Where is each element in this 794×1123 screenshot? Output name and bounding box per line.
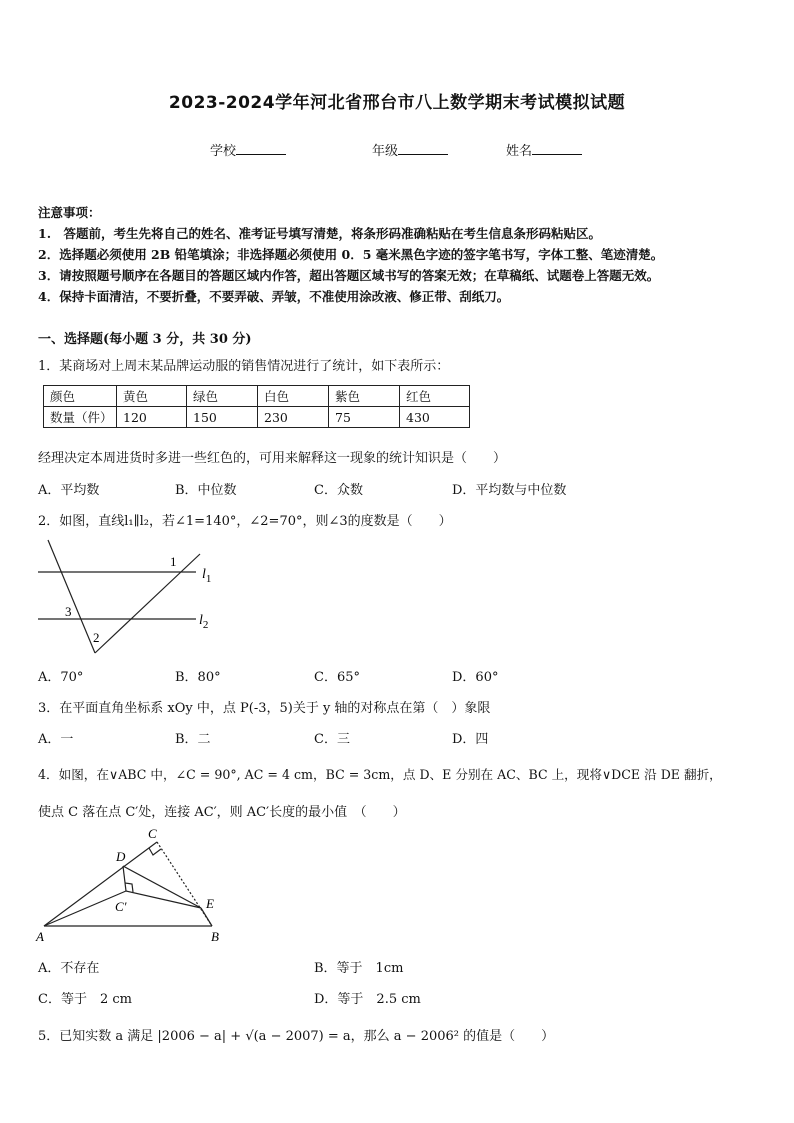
q4-stem-2: 使点 C 落在点 C′处，连接 AC′，则 AC′长度的最小值 （ ）: [38, 805, 406, 820]
table-row: [44, 407, 470, 428]
l1-letter: l: [202, 567, 206, 582]
point-e-label: E: [206, 896, 214, 911]
table-cell: 430: [400, 407, 470, 428]
segment-ac: [44, 842, 157, 926]
q3-option-a: A．一: [38, 732, 74, 747]
q1-option-c: C．众数: [314, 483, 363, 498]
q1-option-d: D．平均数与中位数: [452, 483, 567, 498]
l1-label: [202, 567, 211, 585]
q4-stem: 4．如图，在∨ABC 中，∠C = 90°, AC = 4 cm，BC = 3cm，点 D、E 分别在 AC、BC 上，现将∨DCE 沿 DE 翻折，: [38, 767, 722, 782]
grade-field: [372, 140, 448, 159]
table-cell: 75: [329, 407, 400, 428]
l2-label: [199, 613, 208, 631]
q4-figure: [34, 824, 234, 946]
transversal-left: [48, 540, 95, 653]
q1-option-a: A．平均数: [38, 483, 100, 498]
table-cell: 颜色: [44, 386, 117, 407]
q4-option-c: C．等于 2 cm: [38, 992, 132, 1007]
q3-option-d: D．四: [452, 732, 489, 747]
q1-stem: 1．某商场对上周末某品牌运动服的销售情况进行了统计，如下表所示：: [38, 359, 450, 374]
segment-cpe: [126, 891, 201, 908]
right-angle-mark-c: [149, 848, 161, 855]
transversal-right: [95, 554, 200, 653]
q4-option-d: D．等于 2.5 cm: [314, 992, 421, 1007]
angle-2-label: 2: [93, 630, 100, 645]
school-field: [210, 140, 286, 159]
angle-1-label: 1: [170, 554, 177, 569]
note-item: 1. 答题前，考生先将自己的姓名、准考证号填写清楚，将条形码准确粘贴在考生信息条形码粘贴区。: [38, 226, 602, 241]
note-item: 3．请按照题号顺序在各题目的答题区域内作答，超出答题区域书写的答案无效；在草稿纸、试题卷上答题无效。: [38, 268, 660, 283]
grade-blank: [398, 142, 448, 155]
table-cell: 黄色: [117, 386, 187, 407]
table-row: [44, 386, 470, 407]
point-b-label: B: [211, 929, 219, 944]
segment-de: [123, 866, 201, 908]
q4-option-b: B．等于 1cm: [314, 961, 404, 976]
q1-table: [43, 385, 470, 428]
table-cell: 紫色: [329, 386, 400, 407]
table-cell: 230: [258, 407, 329, 428]
note-item: 2．选择题必须使用 2B 铅笔填涂；非选择题必须使用 0．5 毫米黑色字迹的签字笔书写，字体工整、笔迹清楚。: [38, 247, 664, 262]
q2-figure: [34, 536, 224, 658]
l2-letter: l: [199, 613, 203, 628]
point-a-label: A: [36, 929, 44, 944]
l2-subscript: 2: [202, 619, 209, 631]
note-item: 4．保持卡面清洁，不要折叠，不要弄破、弄皱，不准使用涂改液、修正带、刮纸刀。: [38, 289, 510, 304]
table-cell: 绿色: [187, 386, 258, 407]
segment-dcp: [123, 866, 126, 891]
notes: [38, 202, 663, 307]
point-c-label: C: [148, 826, 157, 841]
q2-option-d: D．60°: [452, 670, 499, 685]
q3-option-c: C．三: [314, 732, 350, 747]
table-cell: 120: [117, 407, 187, 428]
table-cell: 白色: [258, 386, 329, 407]
table-cell: 红色: [400, 386, 470, 407]
q2-option-a: A．70°: [38, 670, 84, 685]
section-heading: 一、选择题(每小题 3 分，共 30 分): [38, 332, 252, 347]
school-blank: [236, 142, 286, 155]
name-blank: [532, 142, 582, 155]
table-cell: 数量（件）: [44, 407, 117, 428]
q3-stem: 3．在平面直角坐标系 xOy 中，点 P(-3，5)关于 y 轴的对称点在第（ ）象限: [38, 701, 491, 716]
q1-option-b: B．中位数: [175, 483, 237, 498]
q2-option-b: B．80°: [175, 670, 221, 685]
q2-option-c: C．65°: [314, 670, 360, 685]
q4-option-a: A．不存在: [38, 961, 100, 976]
name-field: [506, 140, 582, 159]
q2-stem: 2．如图，直线l₁∥l₂，若∠1=140°，∠2=70°，则∠3的度数是（ ）: [38, 514, 452, 529]
name-label: 姓名: [506, 144, 533, 159]
angle-3-label: 3: [65, 604, 72, 619]
school-label: 学校: [210, 144, 237, 159]
page-title: 2023-2024学年河北省邢台市八上数学期末考试模拟试题: [168, 93, 626, 113]
grade-label: 年级: [372, 144, 399, 159]
point-cprime-label: C′: [115, 899, 127, 914]
table-cell: 150: [187, 407, 258, 428]
notes-heading: 注意事项：: [38, 205, 101, 220]
l1-subscript: 1: [205, 573, 212, 585]
q1-question: 经理决定本周进货时多进一些红色的，可用来解释这一现象的统计知识是（ ）: [38, 451, 507, 466]
q3-option-b: B．二: [175, 732, 211, 747]
point-d-label: D: [116, 849, 126, 864]
q5-stem: 5．已知实数 a 满足 |2006 − a| + √(a − 2007) = a，那么 a − 2006² 的值是（ ）: [38, 1029, 555, 1044]
